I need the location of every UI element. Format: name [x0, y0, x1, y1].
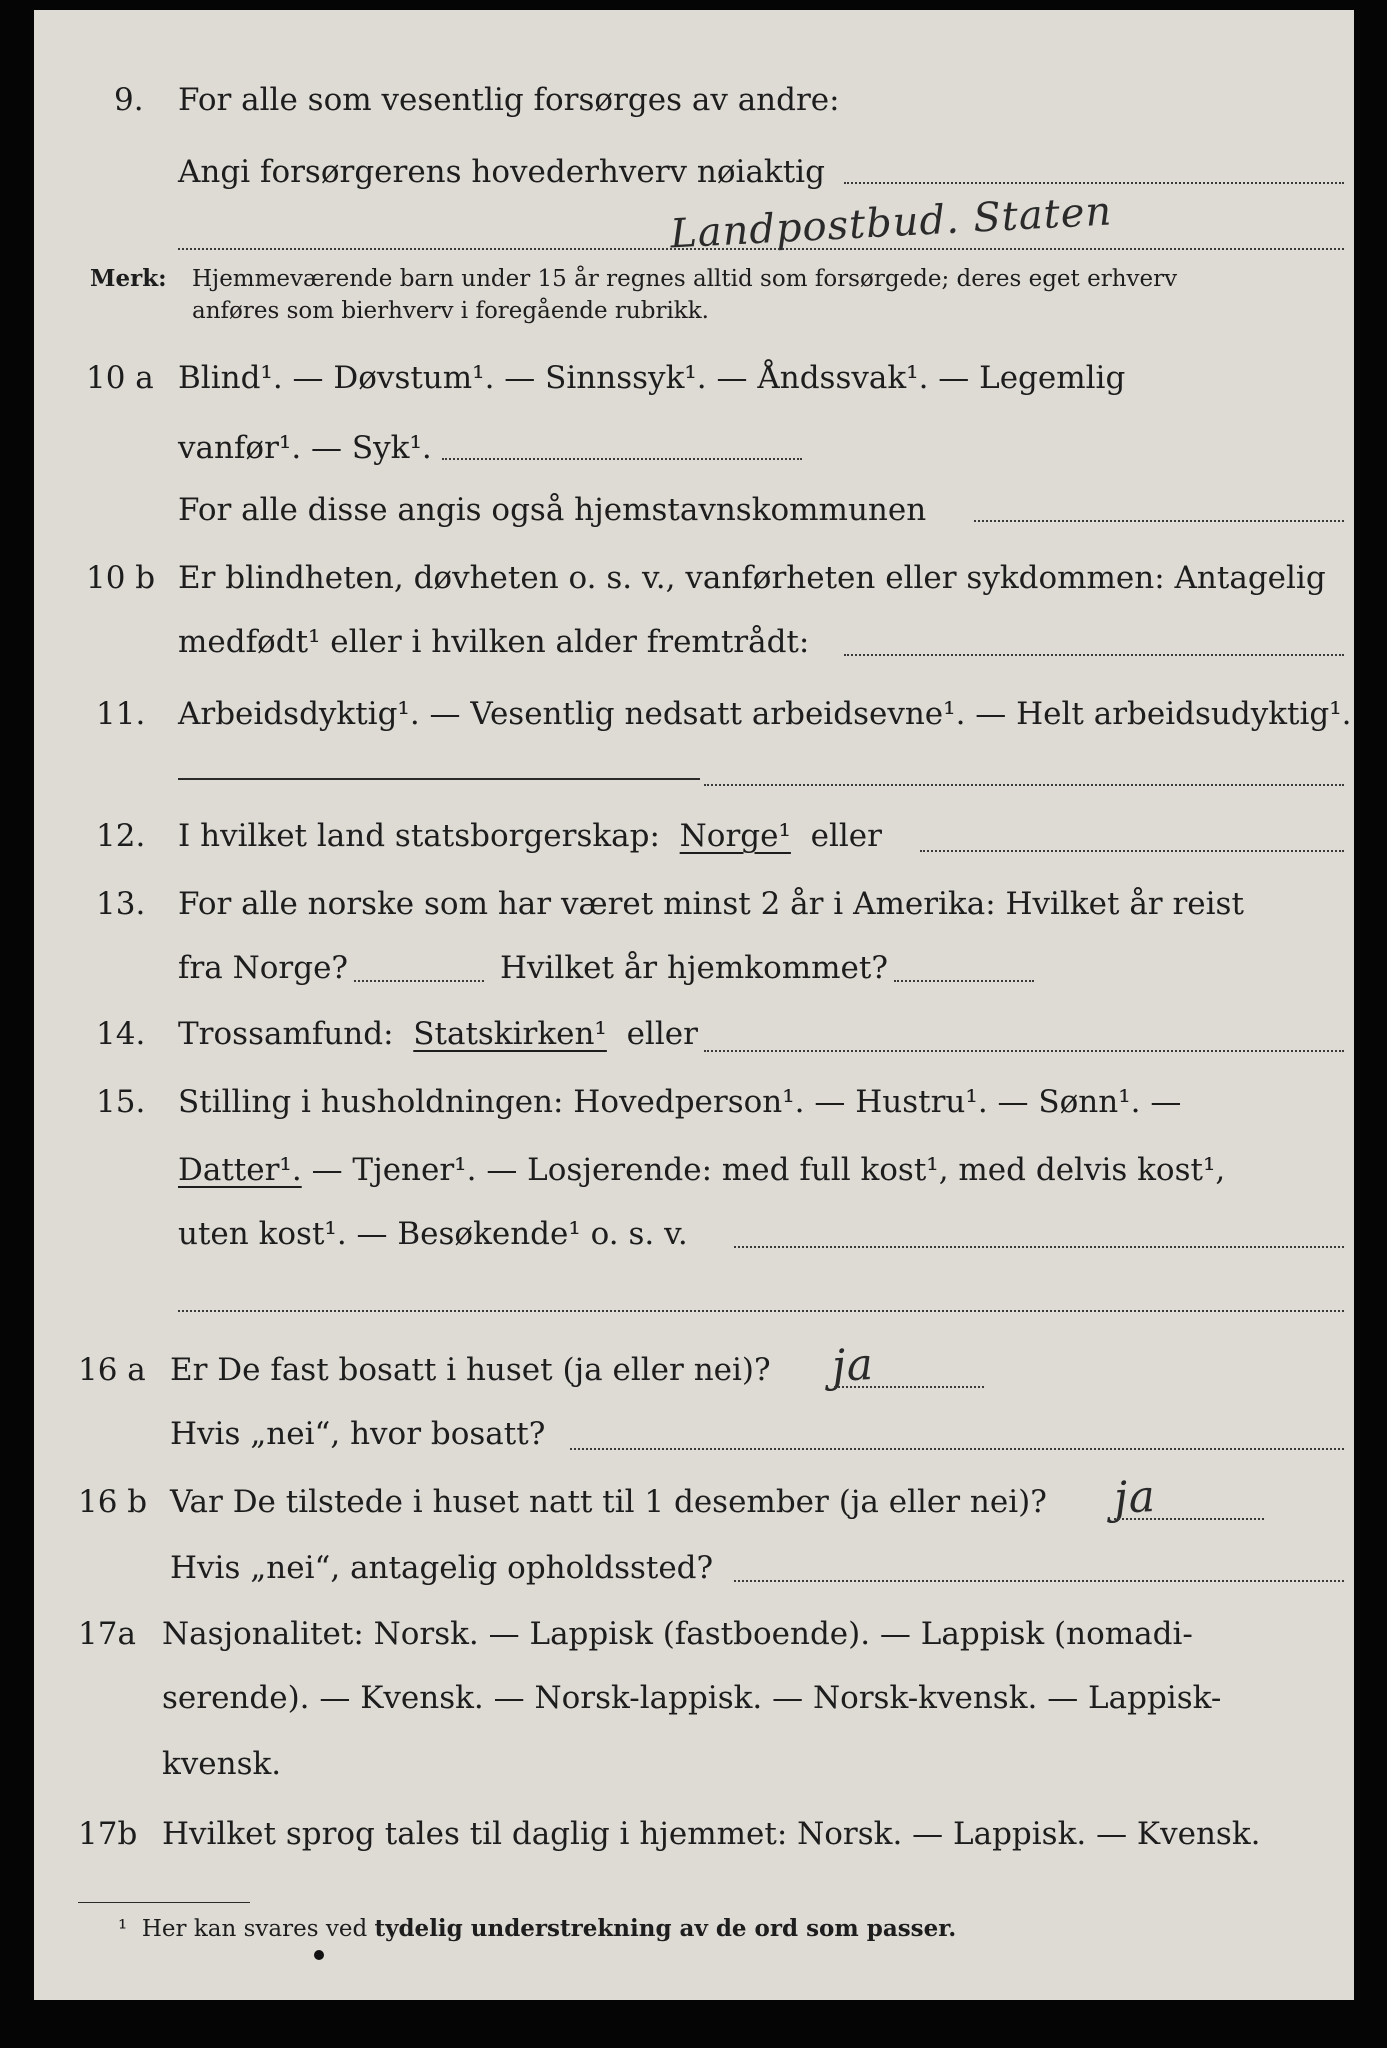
q12-suffix: eller [810, 818, 882, 854]
q10b-answer-line [844, 654, 1344, 656]
q11-number: 11. [96, 696, 146, 732]
q9-answer-line1 [844, 182, 1344, 184]
q16a-answer-line [834, 1386, 984, 1388]
q16b-line1: Var De tilstede i huset natt til 1 desember (ja eller nei)? [170, 1484, 1047, 1520]
q10b-line2: medfødt¹ eller i hvilken alder fremtrådt: [178, 624, 810, 660]
footnote-rule [78, 1902, 250, 1903]
q17b-number: 17b [78, 1816, 138, 1852]
q14-suffix: eller [626, 1016, 698, 1052]
q13-line2a: fra Norge? [178, 950, 349, 986]
census-form-page [34, 10, 1354, 2000]
q12-line [178, 816, 882, 856]
q9-number: 9. [114, 82, 144, 118]
q9-handwritten-answer: Landpostbud. Staten [669, 188, 1114, 258]
q16a-number: 16 a [78, 1352, 146, 1388]
q16a-handwritten-answer: ja [830, 1338, 876, 1393]
footnote-text: Her kan svares ved [141, 1916, 368, 1942]
q16b-handwritten-answer: ja [1112, 1470, 1158, 1525]
q14-prefix: Trossamfund: [178, 1016, 394, 1052]
q14-option-statskirken: Statskirken¹ [413, 1016, 607, 1052]
footnote-bold-text: tydelig understrekning av de ord som passer. [374, 1915, 957, 1942]
q15-line2 [178, 1150, 1225, 1190]
q11-line1: Arbeidsdyktig¹. — Vesentlig nedsatt arbeidsevne¹. — Helt arbeidsudyktig¹. [178, 696, 1352, 732]
q12-answer-line [920, 850, 1344, 852]
q14-answer-line [704, 1050, 1344, 1052]
q17a-line2: serende). — Kvensk. — Norsk-lappisk. — Norsk-kvensk. — Lappisk- [162, 1680, 1222, 1716]
q16b-line2: Hvis „nei“, antagelig opholdssted? [170, 1550, 714, 1586]
q10a-line3: For alle disse angis også hjemstavnskommunen [178, 492, 927, 528]
q16b-number: 16 b [78, 1484, 148, 1520]
q17a-line1: Nasjonalitet: Norsk. — Lappisk (fastboende). — Lappisk (nomadi- [162, 1616, 1193, 1652]
q9-line1: For alle som vesentlig forsørges av andre: [178, 82, 840, 118]
q12-prefix: I hvilket land statsborgerskap: [178, 818, 660, 854]
q11-answer-dots [704, 784, 1344, 786]
q10a-line2: vanfør¹. — Syk¹. [178, 430, 432, 466]
q12-number: 12. [96, 818, 146, 854]
q15-answer-line2 [178, 1310, 1344, 1312]
q9-line2: Angi forsørgerens hovederhverv nøiaktig [178, 154, 825, 190]
q12-option-norge: Norge¹ [679, 818, 791, 854]
q10a-answer-line [442, 458, 802, 460]
q17a-number: 17a [78, 1616, 136, 1652]
footnote [118, 1914, 956, 1944]
merk-line2: anføres som bierhverv i foregående rubrikk. [192, 298, 709, 324]
merk-label: Merk: [90, 265, 167, 292]
q10a-hjemstavn-line [974, 520, 1344, 522]
q11-answer-rule [178, 778, 700, 780]
q15-line3: uten kost¹. — Besøkende¹ o. s. v. [178, 1216, 688, 1252]
q16a-line2: Hvis „nei“, hvor bosatt? [170, 1416, 546, 1452]
q10b-number: 10 b [86, 560, 156, 596]
q10b-line1: Er blindheten, døvheten o. s. v., vanførheten eller sykdommen: Antagelig [178, 560, 1326, 596]
q16b-opholdssted-line [734, 1580, 1344, 1582]
q13-hjemkommet-line [894, 980, 1034, 982]
q16a-bosatt-line [570, 1448, 1344, 1450]
q16a-line1: Er De fast bosatt i huset (ja eller nei)? [170, 1352, 771, 1388]
q15-line1: Stilling i husholdningen: Hovedperson¹. — Hustru¹. — Sønn¹. — [178, 1084, 1182, 1120]
q17b-line1: Hvilket sprog tales til daglig i hjemmet: Norsk. — Lappisk. — Kvensk. [162, 1816, 1261, 1852]
q13-line1: For alle norske som har været minst 2 år i Amerika: Hvilket år reist [178, 886, 1244, 922]
q13-line2b: Hvilket år hjemkommet? [500, 950, 888, 986]
q15-number: 15. [96, 1084, 146, 1120]
q15-option-datter: Datter¹. [178, 1152, 302, 1188]
q10a-line1: Blind¹. — Døvstum¹. — Sinnssyk¹. — Åndssvak¹. — Legemlig [178, 360, 1126, 396]
q15-answer-line1 [734, 1246, 1344, 1248]
q13-number: 13. [96, 886, 146, 922]
q9-answer-line2 [178, 248, 1344, 250]
q14-number: 14. [96, 1016, 146, 1052]
q13-reist-line [354, 980, 484, 982]
q17a-line3: kvensk. [162, 1746, 282, 1782]
footnote-mark: ¹ [118, 1916, 128, 1942]
q16b-answer-line [1114, 1518, 1264, 1520]
ink-dot [314, 1950, 324, 1960]
q14-line [178, 1014, 698, 1054]
q10a-number: 10 a [86, 360, 154, 396]
q15-line2-rest: — Tjener¹. — Losjerende: med full kost¹, med delvis kost¹, [311, 1152, 1226, 1188]
merk-line1: Hjemmeværende barn under 15 år regnes alltid som forsørgede; deres eget erhverv [192, 266, 1178, 292]
